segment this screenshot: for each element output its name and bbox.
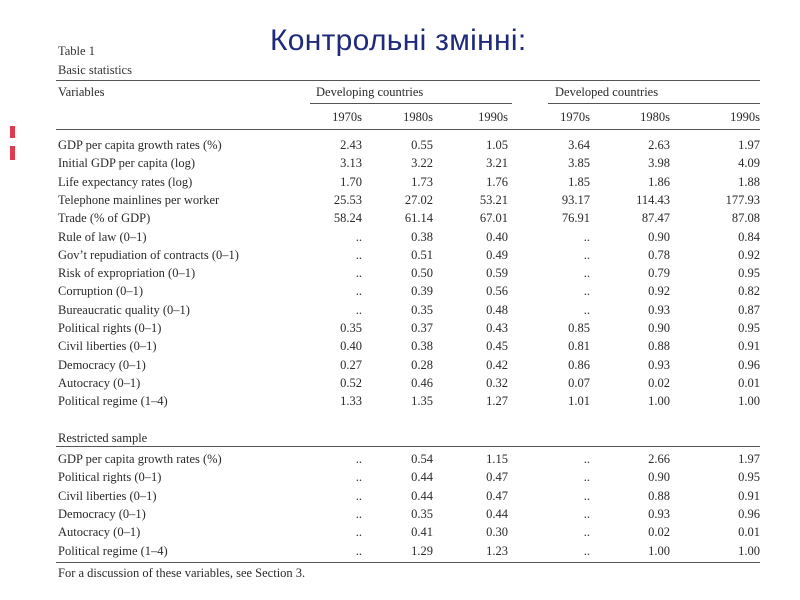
table-cell: 0.37 [411,321,433,335]
row-label: Initial GDP per capita (log) [58,156,195,170]
table-cell: 0.01 [738,525,760,539]
table-cell: 1.00 [648,544,670,558]
table-cell: .. [583,470,590,484]
table-cell: .. [583,266,590,280]
table-cell: 1.97 [738,138,760,152]
row-label: Risk of expropriation (0–1) [58,266,196,280]
table-cell: 3.98 [648,156,670,170]
row-label: Life expectancy rates (log) [58,175,193,189]
table-cell: 0.52 [340,376,362,390]
header-rule [56,129,760,130]
table-cell: 0.38 [411,230,433,244]
table-cell: 0.01 [738,376,760,390]
table-cell: 1.88 [738,175,760,189]
table-cell: 0.30 [486,525,508,539]
table-cell: 0.95 [738,266,760,280]
table-cell: 0.78 [648,248,670,262]
row-label: GDP per capita growth rates (%) [58,452,222,466]
row-label: Rule of law (0–1) [58,230,147,244]
table-cell: .. [355,303,362,317]
table-cell: 1.00 [738,544,760,558]
row-label: Political rights (0–1) [58,321,162,335]
table-cell: .. [583,303,590,317]
table-cell: 0.46 [411,376,433,390]
table-cell: 3.64 [568,138,590,152]
table-cell: .. [355,266,362,280]
table-cell: 0.54 [411,452,433,466]
table-cell: 0.90 [648,230,670,244]
table-cell: 114.43 [636,193,670,207]
table-cell: 0.90 [648,470,670,484]
table-cell: 1.76 [486,175,508,189]
accent-bar-icon [10,126,15,138]
table-cell: .. [355,544,362,558]
table-cell: 0.41 [411,525,433,539]
decade-header: 1990s [478,110,508,124]
table-cell: 0.95 [738,470,760,484]
table-cell: 0.45 [486,339,508,353]
table-cell: 0.38 [411,339,433,353]
table-cell: 0.79 [648,266,670,280]
table-cell: .. [583,525,590,539]
table-cell: 3.13 [340,156,362,170]
table-cell: 0.44 [411,489,433,503]
table-cell: 87.08 [731,211,760,225]
row-label: Gov’t repudiation of contracts (0–1) [58,248,239,262]
table-cell: 27.02 [404,193,433,207]
table-cell: 2.66 [648,452,670,466]
developed-group-header: Developed countries [555,85,659,99]
table-cell: 1.00 [648,394,670,408]
table-cell: 1.73 [411,175,433,189]
developed-group-rule [548,103,760,104]
table-cell: .. [583,284,590,298]
table-cell: 0.07 [568,376,590,390]
table-cell: 0.27 [340,358,362,372]
row-label: Democracy (0–1) [58,358,146,372]
table-cell: 3.85 [568,156,590,170]
table-cell: 0.48 [486,303,508,317]
table-cell: 0.40 [486,230,508,244]
table-cell: 76.91 [561,211,590,225]
table-cell: 0.56 [486,284,508,298]
table-cell: 0.32 [486,376,508,390]
decade-header: 1970s [332,110,362,124]
table-cell: .. [583,452,590,466]
restricted-rule [56,446,760,447]
table-cell: .. [355,470,362,484]
table-cell: 0.51 [411,248,433,262]
accent-bar-icon [10,146,15,160]
table-cell: 0.88 [648,489,670,503]
table-cell: 0.02 [648,376,670,390]
table-cell: 0.42 [486,358,508,372]
slide-title: Контрольні змінні: [270,24,527,57]
row-label: Telephone mainlines per worker [58,193,220,207]
table-cell: 0.43 [486,321,508,335]
table-cell: .. [583,230,590,244]
table-cell: 0.93 [648,507,670,521]
table-cell: 0.93 [648,358,670,372]
bottom-rule [56,562,760,563]
decade-header: 1970s [560,110,590,124]
table-cell: 0.47 [486,470,508,484]
table-cell: 1.85 [568,175,590,189]
table-cell: 0.88 [648,339,670,353]
table-cell: 67.01 [479,211,508,225]
table-cell: 1.01 [568,394,590,408]
table-cell: .. [583,544,590,558]
row-label: Civil liberties (0–1) [58,339,157,353]
table-cell: 0.50 [411,266,433,280]
table-cell: 1.05 [486,138,508,152]
table-cell: 25.53 [333,193,362,207]
table-cell: 3.21 [486,156,508,170]
table-cell: 0.02 [648,525,670,539]
table-cell: 0.35 [411,303,433,317]
row-label: Political regime (1–4) [58,394,168,408]
table-cell: 0.96 [738,358,760,372]
table-cell: 0.81 [568,339,590,353]
table-cell: 0.96 [738,507,760,521]
table-cell: 0.93 [648,303,670,317]
table-cell: 0.85 [568,321,590,335]
row-label: Autocracy (0–1) [58,525,141,539]
table-cell: .. [355,489,362,503]
table-cell: 61.14 [404,211,433,225]
table-cell: 0.35 [411,507,433,521]
table-cell: 0.92 [738,248,760,262]
table-cell: 53.21 [479,193,508,207]
row-label: Political rights (0–1) [58,470,162,484]
table-cell: 0.44 [411,470,433,484]
table-cell: .. [355,284,362,298]
table-cell: 0.87 [738,303,760,317]
table-cell: 1.97 [738,452,760,466]
developing-group-header: Developing countries [316,85,424,99]
table-footnote: For a discussion of these variables, see Section 3. [58,566,306,580]
table-cell: 0.90 [648,321,670,335]
table-cell: .. [583,489,590,503]
row-label: Political regime (1–4) [58,544,168,558]
table-cell: 1.86 [648,175,670,189]
table-cell: 1.00 [738,394,760,408]
table-cell: 93.17 [561,193,590,207]
table-cell: .. [355,248,362,262]
table-cell: .. [583,507,590,521]
row-label: Trade (% of GDP) [58,211,151,225]
table-cell: 58.24 [333,211,362,225]
table-cell: 0.49 [486,248,508,262]
table-cell: 1.15 [486,452,508,466]
table-cell: 0.92 [648,284,670,298]
table-cell: 0.40 [340,339,362,353]
variables-header: Variables [58,85,105,99]
table-cell: 0.91 [738,489,760,503]
table-cell: 0.95 [738,321,760,335]
developing-group-rule [310,103,512,104]
table-cell: 2.43 [340,138,362,152]
table-cell: 0.55 [411,138,433,152]
table-number: Table 1 [58,44,95,58]
table-cell: 87.47 [641,211,670,225]
table-cell: 4.09 [738,156,760,170]
top-rule [56,80,760,81]
row-label: Bureaucratic quality (0–1) [58,303,190,317]
row-label: Civil liberties (0–1) [58,489,157,503]
table-cell: 2.63 [648,138,670,152]
row-label: Democracy (0–1) [58,507,146,521]
table-title: Basic statistics [58,63,132,77]
restricted-sample-title: Restricted sample [58,431,148,445]
table-cell: 3.22 [411,156,433,170]
table-cell: 0.84 [738,230,760,244]
table-cell: 177.93 [725,193,760,207]
table-cell: 0.91 [738,339,760,353]
table-cell: 0.59 [486,266,508,280]
table-cell: 1.35 [411,394,433,408]
table-cell: 0.86 [568,358,590,372]
table-cell: .. [583,248,590,262]
table-cell: 0.47 [486,489,508,503]
table-cell: .. [355,452,362,466]
table-cell: 1.27 [486,394,508,408]
table-cell: 1.29 [411,544,433,558]
table-cell: 1.33 [340,394,362,408]
row-label: Corruption (0–1) [58,284,144,298]
decade-header: 1980s [403,110,433,124]
row-label: GDP per capita growth rates (%) [58,138,222,152]
decade-header: 1980s [640,110,670,124]
table-cell: .. [355,507,362,521]
table-cell: 1.70 [340,175,362,189]
table-cell: 0.82 [738,284,760,298]
table-cell: 0.28 [411,358,433,372]
table-cell: 0.44 [486,507,508,521]
table-cell: .. [355,525,362,539]
decade-header: 1990s [730,110,760,124]
table-cell: 0.35 [340,321,362,335]
table-cell: 1.23 [486,544,508,558]
table-cell: .. [355,230,362,244]
table-cell: 0.39 [411,284,433,298]
row-label: Autocracy (0–1) [58,376,141,390]
